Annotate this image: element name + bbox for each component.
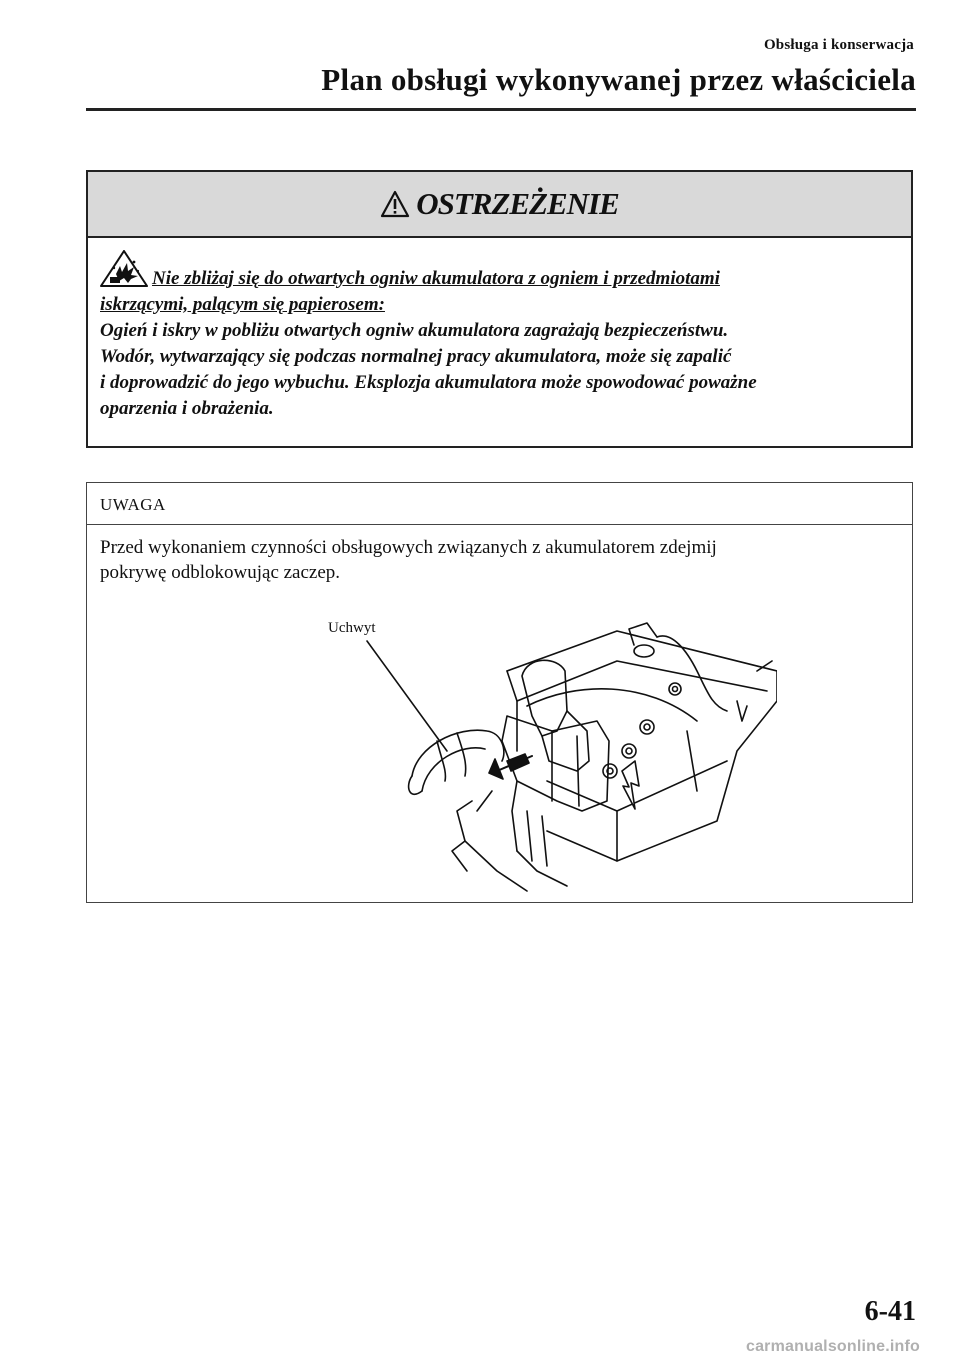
note-header: UWAGA <box>87 483 912 525</box>
note-text-line1: Przed wykonaniem czynności obsługowych związanych z akumulatorem zdejmij <box>100 537 717 558</box>
warning-title: OSTRZEŻENIE <box>416 186 619 221</box>
warning-lead-line1: Nie zbliżaj się do otwartych ogniw akumulatora z ogniem i przedmiotami <box>152 268 720 289</box>
warning-line3: Ogień i iskry w pobliżu otwartych ogniw akumulatora zagrażają bezpieczeństwu. <box>100 320 729 341</box>
warning-body <box>88 238 911 422</box>
note-box <box>86 482 913 903</box>
warning-triangle-icon <box>380 190 410 218</box>
warning-header <box>88 172 911 238</box>
battery-cover-illustration <box>317 611 777 901</box>
page-number: 6-41 <box>864 1296 916 1327</box>
title-rule <box>86 108 916 111</box>
page-title: Plan obsługi wykonywanej przez właściciela <box>321 62 916 97</box>
warning-box <box>86 170 913 448</box>
warning-line6: oparzenia i obrażenia. <box>100 398 274 419</box>
warning-lead <box>100 250 897 292</box>
section-label: Obsługa i konserwacja <box>763 37 914 53</box>
warning-line4: Wodór, wytwarzający się podczas normalnej pracy akumulatora, może się zapalić <box>100 346 732 367</box>
watermark: carmanualsonline.info <box>745 1338 920 1355</box>
explosion-icon <box>100 250 148 288</box>
note-text <box>87 525 880 585</box>
figure-callout-label: Uchwyt <box>328 620 376 636</box>
warning-line5: i doprowadzić do jego wybuchu. Eksplozja akumulatora może spowodować poważne <box>100 372 757 393</box>
warning-lead-line2: iskrzącymi, palącym się papierosem: <box>100 294 385 315</box>
note-text-line2: pokrywę odblokowując zaczep. <box>100 562 341 583</box>
